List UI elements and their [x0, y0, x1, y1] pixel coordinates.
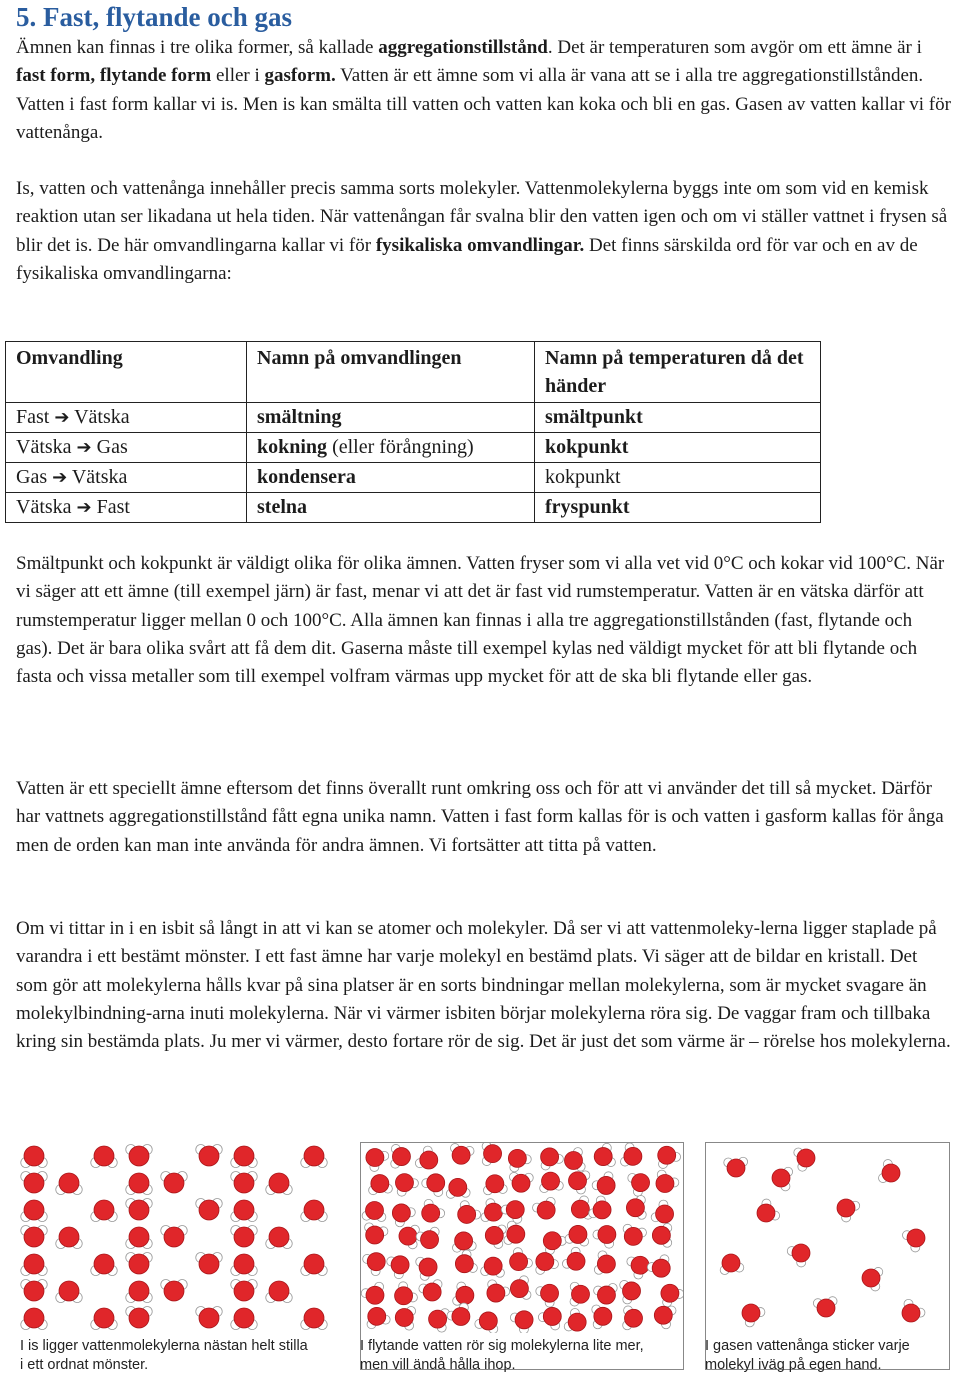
text-run: . Det är temperaturen som avgör om ett ämne är i — [547, 37, 922, 58]
water-molecule — [742, 1304, 765, 1327]
water-molecule — [91, 1200, 117, 1222]
water-molecule — [231, 1225, 257, 1247]
water-molecule — [21, 1225, 47, 1247]
water-molecule — [231, 1146, 257, 1168]
water-molecule — [482, 1143, 501, 1166]
water-molecule — [126, 1173, 152, 1195]
water-molecule — [481, 1199, 503, 1222]
water-molecule — [504, 1221, 525, 1244]
header-cell: Namn på omvandlingen — [247, 342, 535, 403]
water-molecule — [533, 1197, 556, 1219]
water-molecule — [126, 1227, 152, 1249]
water-molecule — [447, 1303, 470, 1325]
water-molecule — [651, 1200, 673, 1223]
text-run: Ämnen kan finnas i tre olika former, så kallade — [16, 37, 379, 58]
cell-name: stelna — [247, 493, 535, 523]
water-molecule — [365, 1223, 388, 1244]
gas-molecules-svg — [706, 1143, 949, 1333]
water-molecule — [510, 1276, 531, 1300]
water-molecule — [455, 1250, 477, 1273]
ice-molecules-svg — [20, 1142, 332, 1332]
water-molecule — [862, 1267, 883, 1291]
water-molecule — [453, 1232, 477, 1252]
text-run: Vatten är ett ämne som vi alla är vana att se i alla tre aggregationstillstånden. Vatten i fast form kallar vi is. Men is kan smälta till vatten och vatten kan koka och bli en gas. Gasen av vatten kallar vi för vattenånga. — [16, 65, 951, 143]
table-header-row — [6, 342, 821, 403]
water-molecule — [541, 1148, 564, 1170]
water-molecule — [453, 1282, 474, 1305]
water-molecule — [661, 1284, 683, 1307]
water-molecule — [369, 1175, 393, 1195]
water-molecule — [21, 1200, 47, 1222]
water-molecule — [126, 1252, 152, 1274]
water-paragraph: Vatten är ett speciellt ämne eftersom det finns överallt runt omkring oss och för att vi använder det till så mycket. Därför har vattnets aggregationstillstånd fått egna unika namn. Vatten i fast form kallas för is och vatten i gasform kallas för ånga men de orden kan man inte använda för andra ämnen. Vi fortsätter att titta på vatten. — [16, 778, 944, 856]
cell-name: smältning — [247, 403, 535, 433]
water-molecule — [543, 1232, 566, 1255]
water-molecule — [161, 1225, 187, 1247]
arrow-right-icon: ➔ — [52, 467, 68, 488]
temperature-paragraph: Smältpunkt och kokpunkt är väldigt olika för olika ämnen. Vatten fryser som vi alla vet vid 0°C och kokar vid 100°C. När vi säger att ett ämne (till exempel järn) är fast, menar vi att det är fast vid rumstemperatur. Vatten är en vätska därför att rumstemperatur ligger mellan 0 och 100°C. Alla ämnen kan finnas i alla tre aggregationstillstånden (fast, flytande och gas). Det är bara olika svårt att få dem dit. Gaserna måste till exempel kylas ned väldigt mycket för att bli flytande och fasta och vissa metaller som till exempel volfram värmas upp mycket för att de ska bli flytande eller gas. — [16, 553, 945, 688]
text-run: eller i — [211, 65, 265, 87]
water-molecule — [720, 1254, 744, 1275]
ice-molecules-illustration — [20, 1142, 332, 1367]
water-molecule — [623, 1306, 643, 1330]
water-molecule — [367, 1307, 390, 1328]
water-molecule — [196, 1252, 222, 1274]
water-molecule — [21, 1254, 47, 1276]
water-molecule — [536, 1284, 559, 1307]
gas-caption: I gasen vattenånga sticker varje molekyl iväg på egen hand. — [705, 1338, 910, 1373]
water-molecule — [387, 1256, 409, 1279]
water-molecule — [510, 1311, 533, 1333]
water-molecule — [510, 1248, 533, 1271]
water-molecule — [594, 1251, 615, 1274]
water-molecule — [56, 1173, 82, 1195]
water-molecule — [458, 1201, 481, 1224]
water-molecule — [266, 1281, 292, 1303]
water-molecule — [392, 1204, 415, 1227]
ice-paragraph: Om vi tittar in i en isbit så långt in att vi kan se atomer och molekyler. Då ser vi att vattenmoleky-lerna ligger staplade på varandra i ett bestämt mönster. I ett fast ämne har varje molekyl en bestämd plats. Vi säger att de bildar en kristall. Det som gör att molekylerna hålls kvar på sina platser är en sorts bindningar mellan molekylerna, som är mycket svagare än molekylbindning-arna inuti molekylerna. När vi värmer isbiten börjar molekylerna röra sig. De vaggar fram och tillbaka kring sin bestämda plats. Ju mer vi värmer, desto fortare rör de sig. Det är just det som värme är – rörelse hos molekylerna. — [16, 918, 951, 1053]
water-molecule — [362, 1202, 386, 1222]
water-molecule — [483, 1175, 507, 1195]
water-molecule — [654, 1306, 676, 1329]
water-molecule — [21, 1308, 47, 1330]
water-molecule — [419, 1280, 442, 1301]
water-molecule — [395, 1306, 415, 1330]
water-molecule — [879, 1160, 900, 1183]
water-molecule — [628, 1173, 650, 1196]
water-molecule — [757, 1199, 780, 1222]
liquid-molecules-illustration — [360, 1142, 684, 1370]
water-molecule — [415, 1146, 437, 1169]
water-molecule — [475, 1312, 498, 1333]
water-molecule — [126, 1144, 152, 1166]
water-molecule — [570, 1282, 589, 1306]
water-molecule — [487, 1280, 510, 1302]
gas-molecules-illustration — [705, 1142, 950, 1370]
water-molecule — [196, 1198, 222, 1220]
transformation-table — [5, 341, 821, 523]
water-molecule — [21, 1171, 47, 1193]
water-molecule — [301, 1200, 327, 1222]
section-heading: 5. Fast, flytande och gas — [16, 2, 292, 32]
table-row — [6, 433, 821, 463]
water-molecule — [422, 1199, 445, 1222]
liquid-molecules-svg — [361, 1143, 683, 1333]
water-molecule — [196, 1306, 222, 1328]
header-cell: Namn på temperaturen då det händer — [535, 342, 821, 403]
arrow-right-icon: ➔ — [76, 497, 92, 518]
water-molecule — [91, 1254, 117, 1276]
water-molecule — [623, 1224, 646, 1245]
water-molecule — [231, 1200, 257, 1222]
table-row — [6, 493, 821, 523]
water-molecule — [772, 1167, 793, 1191]
bold-term: gasform. — [264, 65, 336, 87]
water-molecule — [231, 1308, 257, 1330]
water-molecule — [724, 1157, 748, 1177]
water-molecule — [361, 1282, 384, 1304]
water-molecule — [508, 1149, 531, 1171]
table-row — [6, 463, 821, 493]
water-molecule — [56, 1227, 82, 1249]
bold-term: fast form, flytande form — [16, 65, 212, 87]
water-molecule — [91, 1146, 117, 1168]
water-molecule — [592, 1172, 615, 1195]
cell-name: kondensera — [247, 463, 535, 493]
water-molecule — [902, 1229, 925, 1252]
water-molecule — [429, 1309, 450, 1332]
ice-caption: I is ligger vattenmolekylerna nästan helt stilla i ett ordnat mönster. — [20, 1338, 308, 1373]
water-molecule — [794, 1148, 815, 1171]
cell-temperature: kokpunkt — [535, 463, 821, 493]
water-molecule — [787, 1244, 810, 1267]
water-molecule — [594, 1283, 618, 1304]
water-molecule — [647, 1255, 670, 1277]
water-molecule — [594, 1143, 615, 1166]
water-molecule — [538, 1307, 561, 1330]
water-molecule — [569, 1171, 590, 1194]
water-molecule — [391, 1144, 411, 1168]
water-molecule — [231, 1279, 257, 1301]
cell-transformation: Fast ➔ Vätska — [6, 403, 247, 433]
water-molecule — [837, 1199, 860, 1222]
bold-term: fysikaliska omvandlingar. — [375, 234, 585, 256]
water-molecule — [126, 1306, 152, 1328]
water-molecule — [126, 1281, 152, 1303]
water-molecule — [446, 1178, 470, 1198]
water-molecule — [301, 1254, 327, 1276]
water-molecule — [395, 1282, 418, 1305]
water-molecule — [565, 1148, 586, 1172]
water-molecule — [91, 1308, 117, 1330]
molecules-paragraph — [16, 175, 951, 288]
water-molecule — [231, 1171, 257, 1193]
cell-temperature: kokpunkt — [535, 433, 821, 463]
water-molecule — [301, 1308, 327, 1330]
intro-paragraph — [16, 34, 951, 147]
water-molecule — [656, 1170, 679, 1192]
water-molecule — [564, 1308, 586, 1331]
water-molecule — [161, 1279, 187, 1301]
text-run: Det finns särskilda ord för var och en av de fysikaliska omvandlingarna: — [16, 234, 918, 284]
water-molecule — [196, 1144, 222, 1166]
text-run: Is, vatten och vattenånga innehåller precis samma sorts molekyler. Vattenmolekylerna byggs inte om som vid en kemisk reaktion utan ser likadana ut hela tiden. När vattenångan får svalna blir den vatten igen och om vi ställer vattnet i frysen så blir det is. De här omvandlingarna kallar vi för — [16, 178, 948, 256]
water-molecule — [126, 1198, 152, 1220]
arrow-right-icon: ➔ — [76, 437, 92, 458]
water-molecule — [658, 1146, 681, 1168]
water-molecule — [501, 1201, 524, 1224]
water-molecule — [56, 1281, 82, 1303]
water-molecule — [301, 1146, 327, 1168]
water-molecule — [481, 1257, 505, 1277]
water-molecule — [902, 1299, 925, 1322]
water-molecule — [540, 1172, 564, 1193]
water-molecule — [509, 1172, 533, 1192]
water-molecule — [621, 1143, 642, 1166]
bold-term: aggregationstillstånd — [378, 37, 548, 58]
liquid-caption: I flytande vatten rör sig molekylerna lite mer, men vill ändå hålla ihop. — [360, 1338, 644, 1373]
water-molecule — [652, 1223, 671, 1247]
water-molecule — [266, 1173, 292, 1195]
cell-temperature: smältpunkt — [535, 403, 821, 433]
water-molecule — [21, 1279, 47, 1301]
table-row — [6, 403, 821, 433]
water-molecule — [161, 1171, 187, 1193]
cell-transformation: Gas ➔ Vätska — [6, 463, 247, 493]
arrow-right-icon: ➔ — [54, 407, 70, 428]
water-molecule — [627, 1256, 649, 1279]
cell-transformation: Vätska ➔ Fast — [6, 493, 247, 523]
water-molecule — [562, 1247, 585, 1270]
water-molecule — [395, 1174, 418, 1197]
water-molecule — [626, 1195, 646, 1219]
water-molecule — [589, 1196, 611, 1219]
water-molecule — [422, 1174, 445, 1197]
water-molecule — [416, 1257, 437, 1280]
water-molecule — [231, 1254, 257, 1276]
water-molecule — [813, 1297, 837, 1317]
water-molecule — [366, 1148, 389, 1171]
water-molecule — [363, 1253, 386, 1276]
water-molecule — [620, 1280, 641, 1303]
water-molecule — [565, 1225, 589, 1246]
cell-transformation: Vätska ➔ Gas — [6, 433, 247, 463]
cell-name: kokning (eller förångning) — [247, 433, 535, 463]
water-molecule — [266, 1227, 292, 1249]
water-molecule — [450, 1144, 474, 1165]
water-molecule — [592, 1305, 612, 1329]
header-cell: Omvandling — [6, 342, 247, 403]
water-molecule — [593, 1226, 616, 1249]
water-molecule — [21, 1146, 47, 1168]
water-molecule — [536, 1253, 559, 1275]
cell-temperature: fryspunkt — [535, 493, 821, 523]
water-molecule — [485, 1225, 506, 1248]
